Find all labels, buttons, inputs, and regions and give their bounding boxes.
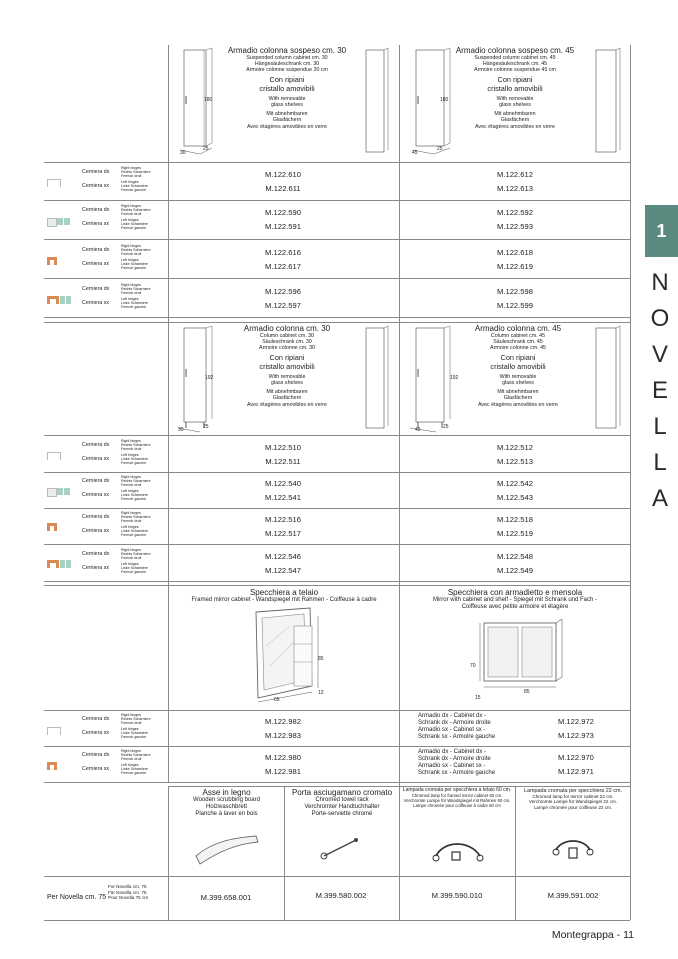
product-code: M.122.512 — [497, 443, 533, 452]
dim-height: 180 — [440, 97, 449, 103]
hinge-side-dx: Cerniera dx — [82, 514, 110, 520]
finish-swatch — [60, 296, 65, 304]
towel-rack-drawing — [316, 834, 366, 864]
cabinet-side-drawing — [592, 324, 622, 434]
product-code: M.122.613 — [497, 184, 533, 193]
product-code: M.122.549 — [497, 566, 533, 575]
product-code: M.122.596 — [265, 287, 301, 296]
hinge-side-dx: Cerniera dx — [82, 169, 110, 175]
hinge-label: Right hinges Rechts Scharniere Fermoir droit — [121, 511, 151, 523]
product-code: M.122.511 — [265, 457, 301, 466]
hinge-label: Right hinges Rechts Scharniere Fermoir droit — [121, 713, 151, 725]
hinge-side-dx: Cerniera dx — [82, 478, 110, 484]
dim-depth: 25 — [437, 146, 443, 152]
dim-width: 85 — [524, 689, 530, 695]
s4-code-2: M.399.590.010 — [431, 891, 483, 900]
s1-b-header: Armadio colonna sospeso cm. 45 Suspended column cabinet cm. 45 Hängesäuleschrank cm. 45 Armoire colonne suspendue 45 cm Con ripiani cristallo amovibili With removable glass shelves Mit abnehmbaren Glasfächern Avec étagères amovibles en verre — [455, 46, 575, 130]
hinge-side-sx: Cerniera sx — [82, 565, 110, 571]
s4-col-3-header: Lampada cromata per specchiera 22 cm. Chromed lamp for mirror cabinet 22 cm. Verchromte Lampe für Wandspiegel 22 cm. Lampe chromée pour coiffeuse 22 cm. — [524, 788, 622, 810]
finish-swatch — [47, 560, 59, 568]
product-code: M.122.598 — [497, 287, 533, 296]
cabinet-side-drawing — [362, 324, 392, 434]
dim-height: 192 — [205, 375, 214, 381]
product-code: M.122.980 — [265, 753, 301, 762]
product-code: M.122.612 — [497, 170, 533, 179]
product-code: M.122.548 — [497, 552, 533, 561]
finish-swatch — [66, 560, 71, 568]
hinge-side-dx: Cerniera dx — [82, 551, 110, 557]
product-code: M.122.972 — [558, 717, 594, 726]
page-footer: Montegrappa - 11 — [551, 929, 634, 941]
product-code: M.122.541 — [265, 493, 301, 502]
hinge-label: Right hinges Rechts Scharniere Fermoir droit — [121, 166, 151, 178]
finish-swatch — [47, 296, 59, 304]
finish-swatch — [47, 257, 57, 265]
cabinet-side-note: Armadio dx - Cabinet dx - Schrank dx - Armoire droite — [418, 749, 491, 762]
product-code: M.122.517 — [265, 529, 301, 538]
finish-swatch — [64, 488, 70, 495]
hinge-side-dx: Cerniera dx — [82, 752, 110, 758]
hinge-label: Left hinges Linke Scharniere Fermoir gauche — [121, 297, 148, 309]
finish-swatch — [47, 218, 57, 227]
hinge-side-sx: Cerniera sx — [82, 221, 110, 227]
dim-width: 45 — [412, 150, 418, 156]
hinge-label: Left hinges Linke Scharniere Fermoir gauche — [121, 258, 148, 270]
s2-a-header: Armadio colonna cm. 30 Column cabinet cm. 30 Säuleschrank cm. 30 Armoire colonne cm. 30 Con ripiani cristallo amovibili With removable glass shelves Mit abnehmbaren Glasfächern Avec étagères amovibles en verre — [243, 324, 331, 408]
hinge-label: Left hinges Linke Scharniere Fermoir gauche — [121, 562, 148, 574]
dim-width: 30 — [178, 427, 184, 433]
dim-depth: 25 — [203, 146, 209, 152]
finish-swatch — [57, 488, 63, 495]
product-code: M.122.540 — [265, 479, 301, 488]
cabinet-side-note: Armadio sx - Cabinet sx - Schrank sx - Armoire gauche — [418, 727, 496, 740]
hinge-label: Left hinges Linke Scharniere Fermoir gauche — [121, 489, 148, 501]
product-code: M.122.616 — [265, 248, 301, 257]
hinge-side-sx: Cerniera sx — [82, 528, 110, 534]
hinge-side-sx: Cerniera sx — [82, 730, 110, 736]
hinge-side-sx: Cerniera sx — [82, 261, 110, 267]
dim-depth: 25 — [203, 424, 209, 430]
product-code: M.122.518 — [497, 515, 533, 524]
finish-swatch — [47, 179, 61, 187]
product-code: M.122.547 — [265, 566, 301, 575]
wooden-board-drawing — [192, 832, 262, 868]
finish-swatch — [57, 218, 63, 225]
hinge-label: Right hinges Rechts Scharniere Fermoir droit — [121, 439, 151, 451]
hinge-side-dx: Cerniera dx — [82, 716, 110, 722]
dim-width: 45 — [415, 427, 421, 433]
s4-code-0: M.399.658.001 — [200, 893, 252, 902]
hinge-label: Left hinges Linke Scharniere Fermoir gauche — [121, 180, 148, 192]
product-code: M.122.597 — [265, 301, 301, 310]
dim-depth: 12 — [318, 690, 324, 696]
product-code: M.122.599 — [497, 301, 533, 310]
dim-height: 192 — [450, 375, 459, 381]
s4-row-label: Per Novella cm. 75 — [47, 894, 107, 901]
hinge-label: Left hinges Linke Scharniere Fermoir gauche — [121, 763, 148, 775]
cabinet-side-note: Armadio dx - Cabinet dx - Schrank dx - Armoire droite — [418, 713, 491, 726]
s3-a-header: Specchiera a telaio Framed mirror cabinet - Wandspiegel mit Rahmen - Coiffeuse à cadre — [191, 588, 377, 604]
dim-width: 30 — [180, 150, 186, 156]
s4-col-2-header: Lampada cromata per specchiera a telaio 60 cm. Chromed lamp for framed mirror cabinet 60 cm. Verchromte Lampe für Wandspiegel mit Rahmen 60 cm. Lampe chromée pour coiffeuse à cadre 60 cm — [402, 787, 512, 808]
s4-col-0-header: Asse in legno Wooden scrubbing board Holzwaschbrett Planche à laver en bois — [193, 788, 260, 817]
hinge-label: Left hinges Linke Scharniere Fermoir gauche — [121, 525, 148, 537]
product-code: M.122.619 — [497, 262, 533, 271]
hinge-label: Left hinges Linke Scharniere Fermoir gauche — [121, 453, 148, 465]
cabinet-side-note: Armadio sx - Cabinet sx - Schrank sx - Armoire gauche — [418, 763, 496, 776]
brand-vertical: N O V E L L A — [650, 269, 670, 512]
hinge-side-sx: Cerniera sx — [82, 766, 110, 772]
cabinet-side-drawing — [592, 46, 622, 158]
dim-depth: 25 — [443, 424, 449, 430]
chapter-tab: 1 — [645, 205, 678, 257]
finish-swatch — [47, 523, 57, 531]
hinge-side-sx: Cerniera sx — [82, 456, 110, 462]
hinge-label: Left hinges Linke Scharniere Fermoir gauche — [121, 218, 148, 230]
finish-swatch — [64, 218, 70, 225]
mirror-cabinet-drawing — [478, 615, 568, 697]
product-code: M.122.590 — [265, 208, 301, 217]
s2-b-header: Armadio colonna cm. 45 Column cabinet cm. 45 Säuleschrank cm. 45 Armoire colonne cm. 45 Con ripiani cristallo amovibili With removable glass shelves Mit abnehmbaren Glasfächern Avec étagères amovibles en verre — [474, 324, 562, 408]
hinge-side-sx: Cerniera sx — [82, 300, 110, 306]
hinge-label: Right hinges Rechts Scharniere Fermoir droit — [121, 749, 151, 761]
hinge-side-dx: Cerniera dx — [82, 207, 110, 213]
product-code: M.122.591 — [265, 222, 301, 231]
hinge-label: Right hinges Rechts Scharniere Fermoir droit — [121, 283, 151, 295]
s1-a-header: Armadio colonna sospeso cm. 30 Suspended column cabinet cm. 30 Hängesäuleschrank cm. 30 Armoire colonne suspendue 30 cm Con ripiani cristallo amovibili With removable glass shelves Mit abnehmbaren Glasfächern Avec étagères amovibles en verre — [227, 46, 347, 130]
product-code: M.122.617 — [265, 262, 301, 271]
finish-swatch — [47, 727, 61, 735]
s4-row-sub: For Novella cm. 75 Für Novella cm. 75 Pour Novella 75 cm — [108, 884, 149, 900]
cabinet-side-drawing — [362, 46, 392, 158]
finish-swatch — [47, 452, 61, 460]
dim-height: 85 — [318, 656, 324, 662]
product-code: M.122.982 — [265, 717, 301, 726]
product-code: M.122.970 — [558, 753, 594, 762]
product-code: M.122.516 — [265, 515, 301, 524]
lamp-22-drawing — [550, 832, 596, 866]
hinge-label: Right hinges Rechts Scharniere Fermoir droit — [121, 244, 151, 256]
s3-b-header: Specchiera con armadietto e mensola Mirror with cabinet and shelf - Spiegel mit Schrank und Fach - Coiffeuse avec petite armoire et étagère — [432, 588, 598, 611]
product-code: M.122.542 — [497, 479, 533, 488]
product-code: M.122.610 — [265, 170, 301, 179]
lamp-60-drawing — [430, 836, 486, 866]
finish-swatch — [60, 560, 65, 568]
hinge-label: Right hinges Rechts Scharniere Fermoir droit — [121, 548, 151, 560]
hinge-label: Right hinges Rechts Scharniere Fermoir droit — [121, 204, 151, 216]
hinge-side-sx: Cerniera sx — [82, 183, 110, 189]
s4-code-1: M.399.580.002 — [315, 891, 367, 900]
dim-width: 65 — [274, 697, 280, 703]
hinge-label: Right hinges Rechts Scharniere Fermoir droit — [121, 475, 151, 487]
hinge-label: Left hinges Linke Scharniere Fermoir gauche — [121, 727, 148, 739]
product-code: M.122.592 — [497, 208, 533, 217]
finish-swatch — [66, 296, 71, 304]
finish-swatch — [47, 488, 57, 497]
s4-code-3: M.399.591.002 — [547, 891, 599, 900]
product-code: M.122.973 — [558, 731, 594, 740]
product-code: M.122.983 — [265, 731, 301, 740]
product-code: M.122.618 — [497, 248, 533, 257]
dim-height: 180 — [204, 97, 213, 103]
product-code: M.122.593 — [497, 222, 533, 231]
product-code: M.122.510 — [265, 443, 301, 452]
product-code: M.122.519 — [497, 529, 533, 538]
product-code: M.122.513 — [497, 457, 533, 466]
hinge-side-dx: Cerniera dx — [82, 247, 110, 253]
product-code: M.122.611 — [265, 184, 301, 193]
finish-swatch — [47, 762, 57, 770]
product-code: M.122.543 — [497, 493, 533, 502]
dim-height: 70 — [470, 663, 476, 669]
hinge-side-sx: Cerniera sx — [82, 492, 110, 498]
product-code: M.122.981 — [265, 767, 301, 776]
hinge-side-dx: Cerniera dx — [82, 286, 110, 292]
s4-col-1-header: Porta asciugamano cromato Chromed towel rack Verchromter Handtuchhalter Porte-serviette chromé — [291, 788, 393, 817]
product-code: M.122.546 — [265, 552, 301, 561]
hinge-side-dx: Cerniera dx — [82, 442, 110, 448]
product-code: M.122.971 — [558, 767, 594, 776]
dim-depth: 15 — [475, 695, 481, 701]
